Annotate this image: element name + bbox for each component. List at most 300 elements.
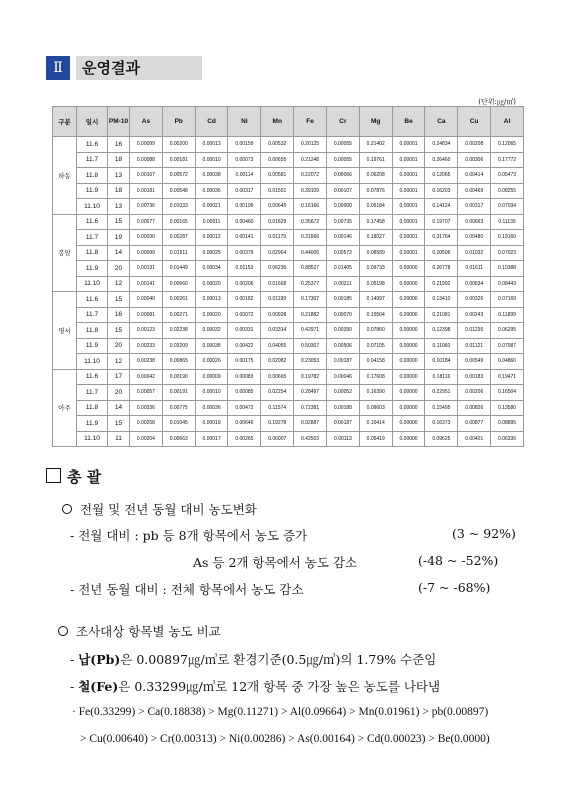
value-cell: 0.00548 — [162, 183, 195, 199]
pm10-cell: 19 — [108, 230, 130, 246]
column-header: As — [130, 107, 163, 137]
value-cell: 0.00183 — [458, 369, 491, 385]
value-cell: 0.02964 — [261, 245, 294, 261]
value-cell: 0.00009 — [195, 369, 228, 385]
value-cell: 0.05198 — [359, 276, 392, 292]
value-cell: 0.19160 — [491, 230, 524, 246]
value-cell: 0.00020 — [195, 276, 228, 292]
value-cell: 0.12065 — [425, 168, 458, 184]
date-cell: 11.9 — [77, 338, 108, 354]
value-cell: 0.00928 — [261, 307, 294, 323]
value-cell: 0.08895 — [491, 416, 524, 432]
value-cell: 0.06336 — [491, 431, 524, 447]
value-cell: 0.00736 — [130, 199, 163, 215]
value-cell: 0.00181 — [162, 152, 195, 168]
value-cell: 0.00572 — [162, 168, 195, 184]
value-cell: 0.01449 — [162, 261, 195, 277]
pm10-cell: 16 — [108, 137, 130, 153]
value-cell: 0.00131 — [130, 261, 163, 277]
value-cell: 0.00042 — [130, 369, 163, 385]
value-cell: 0.11899 — [491, 307, 524, 323]
value-cell: 0.01405 — [326, 261, 359, 277]
value-cell: 0.23053 — [294, 354, 327, 370]
value-cell: 0.00017 — [195, 431, 228, 447]
pm10-cell: 18 — [108, 152, 130, 168]
value-cell: 0.17772 — [491, 152, 524, 168]
value-cell: 0.17608 — [359, 369, 392, 385]
value-cell: 0.00660 — [162, 276, 195, 292]
value-cell: 0.00113 — [326, 431, 359, 447]
value-cell: 0.00206 — [228, 276, 261, 292]
value-cell: 0.00233 — [130, 338, 163, 354]
value-cell: 0.31764 — [425, 230, 458, 246]
value-cell: 0.01668 — [261, 276, 294, 292]
value-cell: 0.00099 — [130, 137, 163, 153]
table-row — [53, 323, 524, 339]
value-cell: 0.19471 — [491, 369, 524, 385]
value-cell: 0.16373 — [425, 416, 458, 432]
ranking-line-1: · Fe(0.33299) > Ca(0.18838) > Mg(0.11271) > Al(0.09664) > Mn(0.01961) > pb(0.00897) — [72, 706, 489, 718]
value-cell: 0.00000 — [392, 307, 425, 323]
pm10-cell: 14 — [108, 245, 130, 261]
value-cell: 0.00655 — [261, 152, 294, 168]
value-cell: 0.09733 — [359, 261, 392, 277]
value-cell: 0.00106 — [228, 199, 261, 215]
value-cell: 0.16203 — [425, 183, 458, 199]
value-cell: 0.16166 — [294, 199, 327, 215]
date-cell: 11.10 — [77, 276, 108, 292]
value-cell: 0.00083 — [228, 369, 261, 385]
table-row — [53, 245, 524, 261]
value-cell: 0.00036 — [195, 400, 228, 416]
value-cell: 0.16390 — [359, 385, 392, 401]
value-cell: 0.24834 — [425, 137, 458, 153]
summary-item-1-text: 전월 및 전년 동월 대비 농도변화 — [80, 502, 257, 517]
column-header: Mg — [359, 107, 392, 137]
table-row — [53, 152, 524, 168]
value-cell: 0.00077 — [130, 214, 163, 230]
summary-heading-text: 총 괄 — [67, 468, 102, 486]
value-cell: 0.00414 — [458, 168, 491, 184]
value-cell: 0.07023 — [491, 245, 524, 261]
value-cell: 0.00001 — [392, 199, 425, 215]
value-cell: 0.00581 — [261, 168, 294, 184]
value-cell: 0.00646 — [228, 416, 261, 432]
value-cell: 0.01033 — [162, 199, 195, 215]
value-cell: 0.00072 — [228, 307, 261, 323]
value-cell: 0.19707 — [425, 214, 458, 230]
value-cell: 0.00141 — [228, 230, 261, 246]
value-cell: 0.03314 — [261, 323, 294, 339]
value-cell: 0.00317 — [228, 183, 261, 199]
value-cell: 0.07987 — [491, 338, 524, 354]
date-cell: 11.9 — [77, 183, 108, 199]
value-cell: 0.00331 — [228, 323, 261, 339]
value-cell: 0.08443 — [491, 276, 524, 292]
column-header: Cd — [195, 107, 228, 137]
table-row — [53, 338, 524, 354]
value-cell: 0.00000 — [392, 276, 425, 292]
table-row — [53, 137, 524, 153]
value-cell: 0.10388 — [491, 261, 524, 277]
summary-line-b: As 등 2개 항목에서 농도 감소 — [193, 555, 358, 570]
value-cell: 0.20506 — [425, 245, 458, 261]
value-cell: 0.02238 — [162, 323, 195, 339]
summary-line-c: - 전년 동월 대비 : 전체 항목에서 농도 감소 — [70, 582, 304, 597]
value-cell: 0.00182 — [228, 292, 261, 308]
value-cell: 0.07876 — [359, 183, 392, 199]
date-cell: 11.6 — [77, 369, 108, 385]
date-cell: 11.7 — [77, 307, 108, 323]
pm10-cell: 12 — [108, 354, 130, 370]
value-cell: 0.00013 — [195, 292, 228, 308]
pm10-cell: 15 — [108, 214, 130, 230]
value-cell: 0.00159 — [228, 137, 261, 153]
value-cell: 0.05419 — [359, 431, 392, 447]
date-cell: 11.10 — [77, 199, 108, 215]
value-cell: 0.20125 — [294, 137, 327, 153]
value-cell: 0.00211 — [326, 276, 359, 292]
value-cell: 0.19278 — [261, 416, 294, 432]
summary-line-b-range: (-48 ~ -52%) — [418, 553, 499, 568]
value-cell: 0.00123 — [130, 323, 163, 339]
pm10-cell: 13 — [108, 199, 130, 215]
value-cell: 0.06208 — [359, 168, 392, 184]
value-cell: 0.00185 — [326, 292, 359, 308]
circle-bullet-icon — [58, 626, 68, 636]
pm10-cell: 15 — [108, 292, 130, 308]
value-cell: 0.00665 — [261, 369, 294, 385]
value-cell: 0.07034 — [491, 199, 524, 215]
table-row — [53, 431, 524, 447]
value-cell: 0.00012 — [195, 230, 228, 246]
date-cell: 11.10 — [77, 354, 108, 370]
value-cell: 0.00001 — [392, 152, 425, 168]
value-cell: 0.00865 — [162, 354, 195, 370]
value-cell: 0.00052 — [326, 385, 359, 401]
value-cell: 0.00010 — [195, 385, 228, 401]
value-cell: 0.00265 — [228, 431, 261, 447]
checkbox-square-icon — [46, 468, 61, 483]
table-row — [53, 214, 524, 230]
value-cell: 0.26778 — [425, 261, 458, 277]
value-cell: 0.01235 — [458, 323, 491, 339]
value-cell: 0.00663 — [458, 214, 491, 230]
column-header: Cu — [458, 107, 491, 137]
value-cell: 0.00000 — [392, 292, 425, 308]
value-cell: 0.00167 — [130, 168, 163, 184]
pm10-cell: 17 — [108, 369, 130, 385]
section-title: 운영결과 — [76, 56, 202, 80]
pb-label: 납(Pb) — [78, 652, 121, 667]
table-row — [53, 168, 524, 184]
value-cell: 0.00187 — [326, 416, 359, 432]
value-cell: 0.00645 — [261, 199, 294, 215]
ranking-line-2: > Cu(0.00640) > Cr(0.00313) > Ni(0.00286) > As(0.00164) > Cd(0.00023) > Be(0.0000) — [80, 733, 490, 745]
table-row — [53, 354, 524, 370]
value-cell: 0.35672 — [294, 214, 327, 230]
value-cell: 0.00001 — [392, 137, 425, 153]
value-cell: 0.01511 — [162, 245, 195, 261]
value-cell: 0.00000 — [392, 338, 425, 354]
value-cell: 0.21402 — [359, 137, 392, 153]
value-cell: 0.00317 — [458, 199, 491, 215]
date-cell: 11.10 — [77, 431, 108, 447]
value-cell: 0.19761 — [359, 152, 392, 168]
column-header: Ni — [228, 107, 261, 137]
pm10-cell: 11 — [108, 431, 130, 447]
value-cell: 0.88527 — [294, 261, 327, 277]
section-number: Ⅱ — [46, 56, 70, 80]
value-cell: 0.00572 — [326, 245, 359, 261]
value-cell: 0.02082 — [261, 354, 294, 370]
site-cell: 하동 — [53, 137, 77, 215]
summary-item-2 — [58, 622, 221, 640]
value-cell: 0.08255 — [491, 183, 524, 199]
value-cell: 0.00038 — [195, 168, 228, 184]
value-cell: 0.01153 — [228, 261, 261, 277]
pb-dash: - — [70, 652, 75, 667]
value-cell: 0.12398 — [425, 323, 458, 339]
value-cell: 0.00020 — [195, 307, 228, 323]
value-cell: 0.00040 — [130, 292, 163, 308]
value-cell: 0.18027 — [359, 230, 392, 246]
value-cell: 0.00011 — [195, 214, 228, 230]
table-row — [53, 400, 524, 416]
value-cell: 0.17307 — [294, 292, 327, 308]
value-cell: 0.04055 — [261, 338, 294, 354]
value-cell: 0.00165 — [162, 214, 195, 230]
column-header: Al — [491, 107, 524, 137]
column-header: 구분 — [53, 107, 77, 137]
fe-statement — [70, 677, 440, 695]
value-cell: 0.00001 — [392, 230, 425, 246]
column-header: Pb — [162, 107, 195, 137]
value-cell: 0.11060 — [425, 338, 458, 354]
value-cell: 0.00826 — [458, 400, 491, 416]
value-cell: 0.00034 — [195, 261, 228, 277]
value-cell: 0.00013 — [195, 137, 228, 153]
value-cell: 0.21248 — [294, 152, 327, 168]
value-cell: 0.08589 — [359, 245, 392, 261]
value-cell: 0.00088 — [130, 152, 163, 168]
value-cell: 0.01045 — [162, 416, 195, 432]
value-cell: 0.00026 — [195, 354, 228, 370]
pm10-cell: 16 — [108, 307, 130, 323]
date-cell: 11.9 — [77, 261, 108, 277]
table-row — [53, 292, 524, 308]
value-cell: 0.00271 — [162, 307, 195, 323]
value-cell: 0.00181 — [130, 183, 163, 199]
date-cell: 11.9 — [77, 416, 108, 432]
value-cell: 0.00000 — [392, 354, 425, 370]
pm10-cell: 14 — [108, 400, 130, 416]
value-cell: 0.42503 — [294, 431, 327, 447]
column-header: Fe — [294, 107, 327, 137]
value-cell: 0.09625 — [425, 431, 458, 447]
pm10-cell: 20 — [108, 261, 130, 277]
value-cell: 0.21081 — [425, 307, 458, 323]
value-cell: 0.00187 — [326, 354, 359, 370]
value-cell: 0.16504 — [491, 385, 524, 401]
value-cell: 0.00480 — [458, 230, 491, 246]
unit-label: (단위:㎍/㎥) — [478, 98, 516, 106]
value-cell: 0.22072 — [294, 168, 327, 184]
value-cell: 0.13410 — [425, 292, 458, 308]
value-cell: 0.00735 — [326, 214, 359, 230]
value-cell: 0.01199 — [261, 292, 294, 308]
pm10-cell: 20 — [108, 338, 130, 354]
value-cell: 0.25377 — [294, 276, 327, 292]
value-cell: 0.11574 — [261, 400, 294, 416]
value-cell: 0.00472 — [228, 400, 261, 416]
site-cell: 명서 — [53, 292, 77, 370]
column-header: Be — [392, 107, 425, 137]
value-cell: 0.22951 — [425, 385, 458, 401]
date-cell: 11.8 — [77, 323, 108, 339]
value-cell: 0.00877 — [458, 416, 491, 432]
value-cell: 0.00070 — [326, 307, 359, 323]
value-cell: 0.00010 — [195, 152, 228, 168]
fe-label: 철(Fe) — [78, 679, 119, 694]
value-cell: 0.01121 — [458, 338, 491, 354]
value-cell: 0.00663 — [162, 431, 195, 447]
summary-item-1 — [62, 500, 257, 518]
date-cell: 11.8 — [77, 245, 108, 261]
site-cell: 아주 — [53, 369, 77, 447]
value-cell: 0.01032 — [458, 245, 491, 261]
table-row — [53, 199, 524, 215]
value-cell: 0.00401 — [458, 431, 491, 447]
value-cell: 0.00208 — [458, 137, 491, 153]
value-cell: 0.44005 — [294, 245, 327, 261]
measurement-table — [52, 106, 524, 447]
pm10-cell: 12 — [108, 276, 130, 292]
value-cell: 0.00036 — [195, 183, 228, 199]
value-cell: 0.00188 — [326, 400, 359, 416]
value-cell: 0.00000 — [392, 369, 425, 385]
pm10-cell: 13 — [108, 168, 130, 184]
date-cell: 11.7 — [77, 230, 108, 246]
value-cell: 0.00469 — [458, 183, 491, 199]
summary-item-2-text: 조사대상 항목별 농도 비교 — [76, 624, 221, 639]
value-cell: 0.00001 — [392, 245, 425, 261]
fe-dash: - — [70, 679, 75, 694]
summary-line-c-range: (-7 ~ -68%) — [418, 580, 491, 595]
value-cell: 0.00001 — [392, 214, 425, 230]
table-body — [53, 137, 524, 447]
value-cell: 0.00379 — [228, 245, 261, 261]
value-cell: 0.04158 — [359, 354, 392, 370]
value-cell: 0.00326 — [458, 292, 491, 308]
table-row — [53, 261, 524, 277]
value-cell: 0.00336 — [130, 400, 163, 416]
value-cell: 0.18116 — [425, 369, 458, 385]
value-cell: 0.00055 — [326, 137, 359, 153]
value-cell: 0.00114 — [228, 168, 261, 184]
value-cell: 0.15504 — [359, 307, 392, 323]
value-cell: 0.92887 — [294, 416, 327, 432]
value-cell: 0.00055 — [326, 152, 359, 168]
value-cell: 0.00107 — [326, 183, 359, 199]
value-cell: 0.26460 — [425, 152, 458, 168]
value-cell: 0.00019 — [195, 416, 228, 432]
value-cell: 0.01829 — [261, 214, 294, 230]
value-cell: 0.00204 — [130, 431, 163, 447]
value-cell: 0.03209 — [162, 338, 195, 354]
value-cell: 0.09603 — [359, 400, 392, 416]
value-cell: 0.00030 — [130, 230, 163, 246]
date-cell: 11.8 — [77, 400, 108, 416]
value-cell: 0.00175 — [228, 354, 261, 370]
value-cell: 0.00460 — [228, 214, 261, 230]
date-cell: 11.8 — [77, 168, 108, 184]
value-cell: 0.00000 — [392, 431, 425, 447]
column-header: Cr — [326, 107, 359, 137]
column-header: Ca — [425, 107, 458, 137]
value-cell: 0.17458 — [359, 214, 392, 230]
value-cell: 0.15495 — [425, 400, 458, 416]
column-header: 일시 — [77, 107, 108, 137]
value-cell: 0.19782 — [294, 369, 327, 385]
value-cell: 0.14124 — [425, 199, 458, 215]
value-cell: 0.01551 — [261, 183, 294, 199]
value-cell: 0.00000 — [392, 261, 425, 277]
value-cell: 0.31666 — [294, 230, 327, 246]
value-cell: 0.05473 — [491, 168, 524, 184]
pm10-cell: 15 — [108, 323, 130, 339]
value-cell: 0.00066 — [326, 168, 359, 184]
table-header-row — [53, 107, 524, 137]
value-cell: 0.00191 — [162, 385, 195, 401]
value-cell: 0.21882 — [294, 307, 327, 323]
value-cell: 0.00001 — [392, 168, 425, 184]
value-cell: 0.07860 — [359, 323, 392, 339]
value-cell: 0.00261 — [162, 292, 195, 308]
value-cell: 0.00000 — [392, 416, 425, 432]
value-cell: 0.05184 — [359, 199, 392, 215]
value-cell: 0.06295 — [491, 323, 524, 339]
value-cell: 0.06007 — [261, 431, 294, 447]
value-cell: 0.00306 — [458, 152, 491, 168]
site-cell: 봉암 — [53, 214, 77, 292]
pm10-cell: 15 — [108, 416, 130, 432]
value-cell: 0.04860 — [491, 354, 524, 370]
value-cell: 0.00000 — [326, 199, 359, 215]
value-cell: 0.21992 — [425, 276, 458, 292]
value-cell: 0.00001 — [392, 183, 425, 199]
date-cell: 11.7 — [77, 152, 108, 168]
value-cell: 0.00287 — [162, 230, 195, 246]
circle-bullet-icon — [62, 504, 72, 514]
summary-line-a-range: (3 ~ 92%) — [452, 526, 516, 541]
summary-line-a: - 전월 대비 : pb 등 8개 항목에서 농도 증가 — [70, 528, 308, 543]
value-cell: 0.13580 — [491, 400, 524, 416]
value-cell: 0.00238 — [130, 354, 163, 370]
value-cell: 0.00258 — [130, 416, 163, 432]
value-cell: 0.00000 — [392, 385, 425, 401]
value-cell: 0.00506 — [326, 338, 359, 354]
value-cell: 0.00146 — [326, 230, 359, 246]
pm10-cell: 20 — [108, 385, 130, 401]
value-cell: 0.00025 — [195, 245, 228, 261]
column-header: Mn — [261, 107, 294, 137]
value-cell: 0.02254 — [261, 385, 294, 401]
date-cell: 11.7 — [77, 385, 108, 401]
value-cell: 0.00099 — [130, 245, 163, 261]
value-cell: 0.00775 — [162, 400, 195, 416]
date-cell: 11.6 — [77, 292, 108, 308]
